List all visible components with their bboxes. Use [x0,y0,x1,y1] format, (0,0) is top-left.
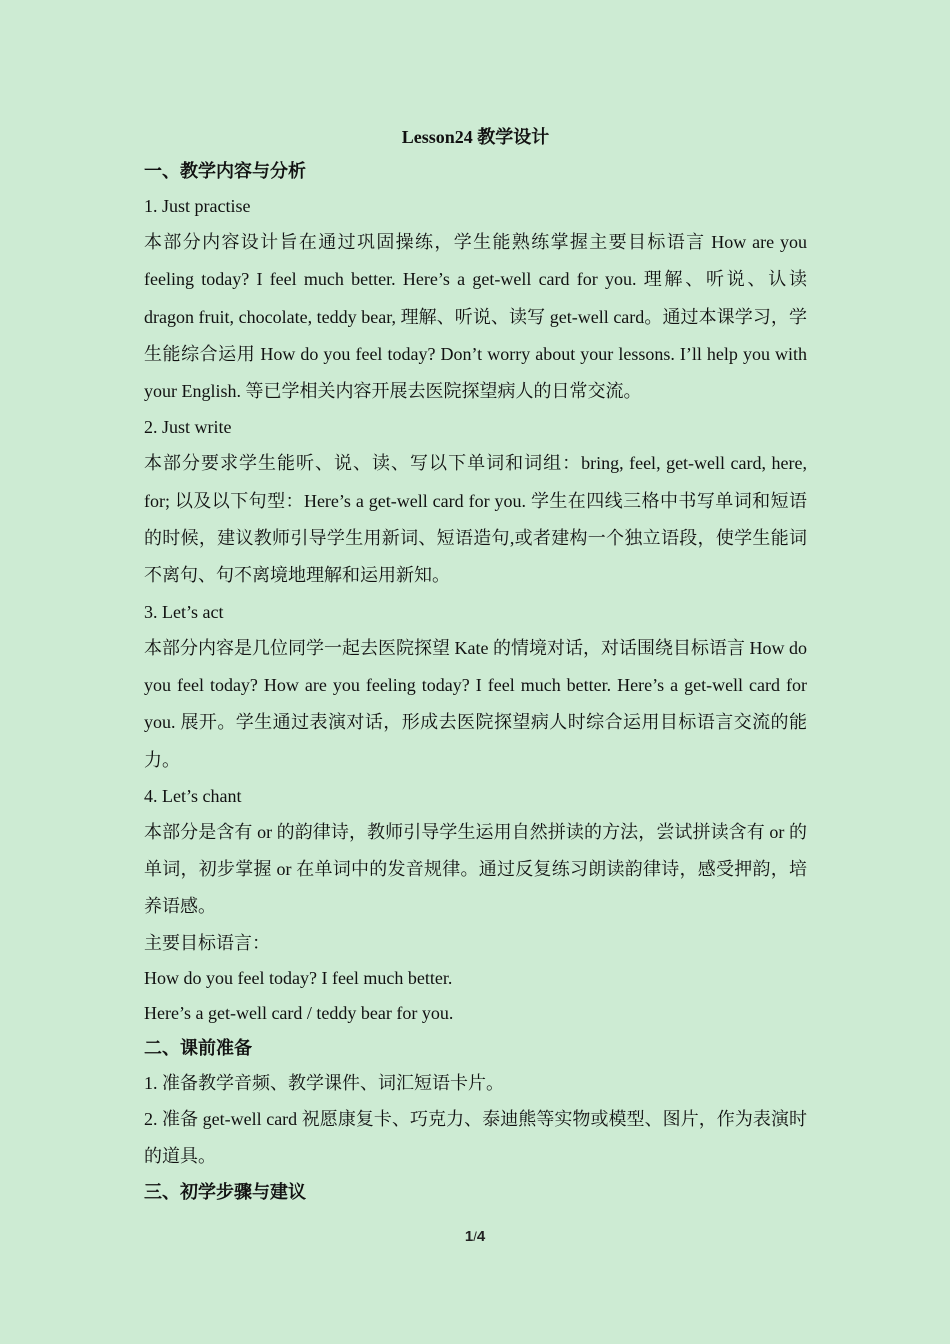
subsection-title-lets-act: 3. Let’s act [144,601,224,622]
section-heading-content-analysis: 一、教学内容与分析 [144,161,306,181]
target-language-label: 主要目标语言： [144,932,270,953]
target-language-line: How do you feel today? I feel much better. [144,967,453,988]
document-page [144,120,807,1210]
page-number [0,1228,950,1245]
preparation-item: 1. 准备教学音频、教学课件、词汇短语卡片。 [144,1072,504,1093]
page-number-separator: / [473,1229,477,1244]
paragraph-just-practise: 本部分内容设计旨在通过巩固操练，学生能熟练掌握主要目标语言 How are you feeling today? I feel much better. Here’s a get-well card for you. 理解、听说、认读 dragon fruit, chocolate, teddy bear, 理解、听说、读写 get-well card。通过本课学习，学生能综合运用 How do you feel today? Don’t worry about your lessons. I’ll help you with your English. 等已学相关内容开展去医院探望病人的日常交流。 [144,232,807,402]
page-number-current: 1 [464,1228,474,1245]
document-title: Lesson24 教学设计 [401,127,550,147]
paragraph-lets-chant: 本部分是含有 or 的韵律诗，教师引导学生运用自然拼读的方法，尝试拼读含有 or 的单词，初步掌握 or 在单词中的发音规律。通过反复练习朗读韵律诗，感受押韵，培养语感。 [144,821,807,917]
preparation-item: 2. 准备 get-well card 祝愿康复卡、巧克力、泰迪熊等实物或模型、图片，作为表演时的道具。 [144,1108,807,1166]
page-number-total: 4 [476,1228,486,1245]
paragraph-just-write: 本部分要求学生能听、说、读、写以下单词和词组：bring, feel, get-well card, here, for; 以及以下句型：Here’s a get-well card for you. 学生在四线三格中书写单词和短语的时候，建议教师引导学生用新词、短语造句,或者建构一个独立语段，使学生能词不离句、句不离境地理解和运用新知。 [144,453,807,586]
section-heading-preparation: 二、课前准备 [144,1037,252,1058]
paragraph-lets-act: 本部分内容是几位同学一起去医院探望 Kate 的情境对话，对话围绕目标语言 How do you feel today? How are you feeling today? I feel much better. Here’s a get-well card for you. 展开。学生通过表演对话，形成去医院探望病人时综合运用目标语言交流的能力。 [144,637,807,770]
target-language-line: Here’s a get-well card / teddy bear for you. [144,1002,454,1023]
subsection-title-just-practise: 1. Just practise [144,196,251,216]
section-heading-steps: 三、初学步骤与建议 [144,1181,306,1202]
subsection-title-lets-chant: 4. Let’s chant [144,785,242,806]
subsection-title-just-write: 2. Just write [144,417,232,438]
